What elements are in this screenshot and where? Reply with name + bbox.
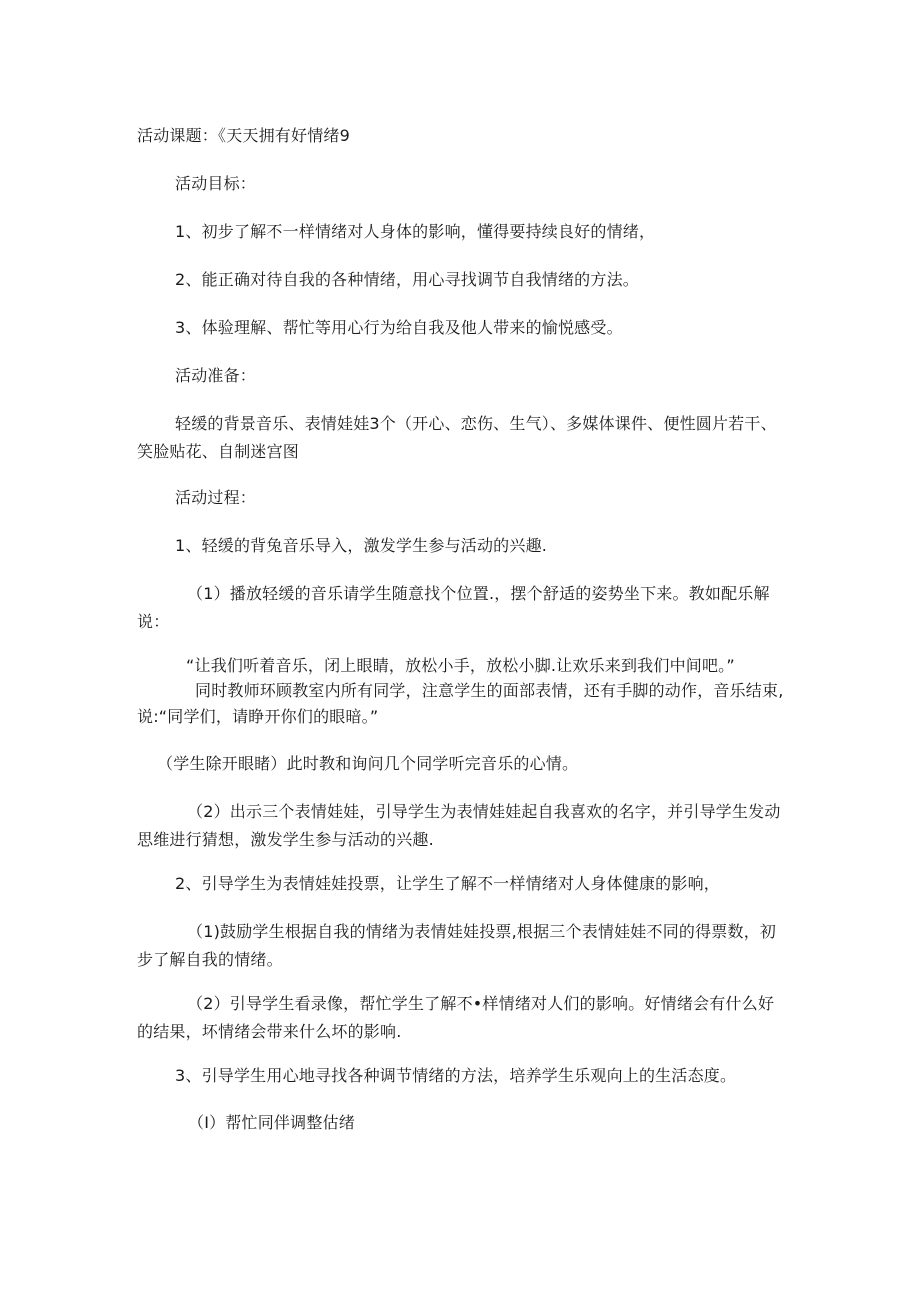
step-2-sub-2: （2）引导学生看录像，帮忙学生了解不•样情绪对人们的影响。好情绪会有什么好的结果，坏情绪会带来什么坏的影响. bbox=[137, 994, 775, 1041]
step-1-sub-2: （2）出示三个表情娃娃，引导学生为表情娃娃起自我喜欢的名字，并引导学生发动思维进行猜想，激发学生参与活动的兴趣. bbox=[137, 802, 781, 849]
goal-item-1: 1、初步了解不一样情绪对人身体的影响，懂得要持续良好的情绪， bbox=[175, 222, 656, 241]
prep-heading: 活动准备： bbox=[175, 366, 257, 385]
students-open-eyes: （学生除开眼睹）此时教和询问几个同学听完音乐的心情。 bbox=[157, 754, 579, 773]
step-1: 1、轻缓的背兔音乐导入，激发学生参与活动的兴趣. bbox=[175, 536, 548, 555]
process-heading: 活动过程： bbox=[175, 488, 257, 507]
goal-heading: 活动目标： bbox=[175, 174, 257, 193]
step-2-sub-1: （1)鼓励学生根据自我的情绪为表情娃娃投票,根据三个表情娃娃不同的得票数，初步了解自我的情绪。 bbox=[137, 922, 777, 969]
step-2: 2、引导学生为表情娃娃投票，让学生了解不一样情绪对人身体健康的影响， bbox=[175, 874, 720, 893]
teacher-text: 同时教师环顾教室内所有同学，注意学生的面部表情，还有手脚的动作，音乐结束,说:“同学们，请睁开你们的眼暗。” bbox=[137, 681, 784, 726]
activity-title: 活动课题：《天天拥有好情绪9 bbox=[137, 126, 350, 145]
step-3: 3、引导学生用心地寻找各种调节情绪的方法，培养学生乐观向上的生活态度。 bbox=[175, 1066, 737, 1085]
step-1-sub-1: （1）播放轻缓的音乐请学生随意找个位置.，摆个舒适的姿势坐下来。教如配乐解说： bbox=[137, 584, 770, 631]
quote-line: “让我们听着音乐，闭上眼睛，放松小手，放松小脚.让欢乐来到我们中间吧。” bbox=[186, 656, 735, 675]
goal-item-2: 2、能正确对待自我的各种情绪，用心寻找调节自我情绪的方法。 bbox=[175, 270, 639, 289]
goal-item-3: 3、体验理解、帮忙等用心行为给自我及他人带来的愉悦感受。 bbox=[175, 318, 623, 337]
prep-text: 轻缓的背景音乐、表情娃娃3个（开心、恋伤、生气）、多媒体课件、便性圆片若干、笑脸贴花、自制迷宫图 bbox=[137, 414, 777, 461]
step-3-sub-1: （I）帮忙同伴调整估绪 bbox=[188, 1113, 355, 1132]
